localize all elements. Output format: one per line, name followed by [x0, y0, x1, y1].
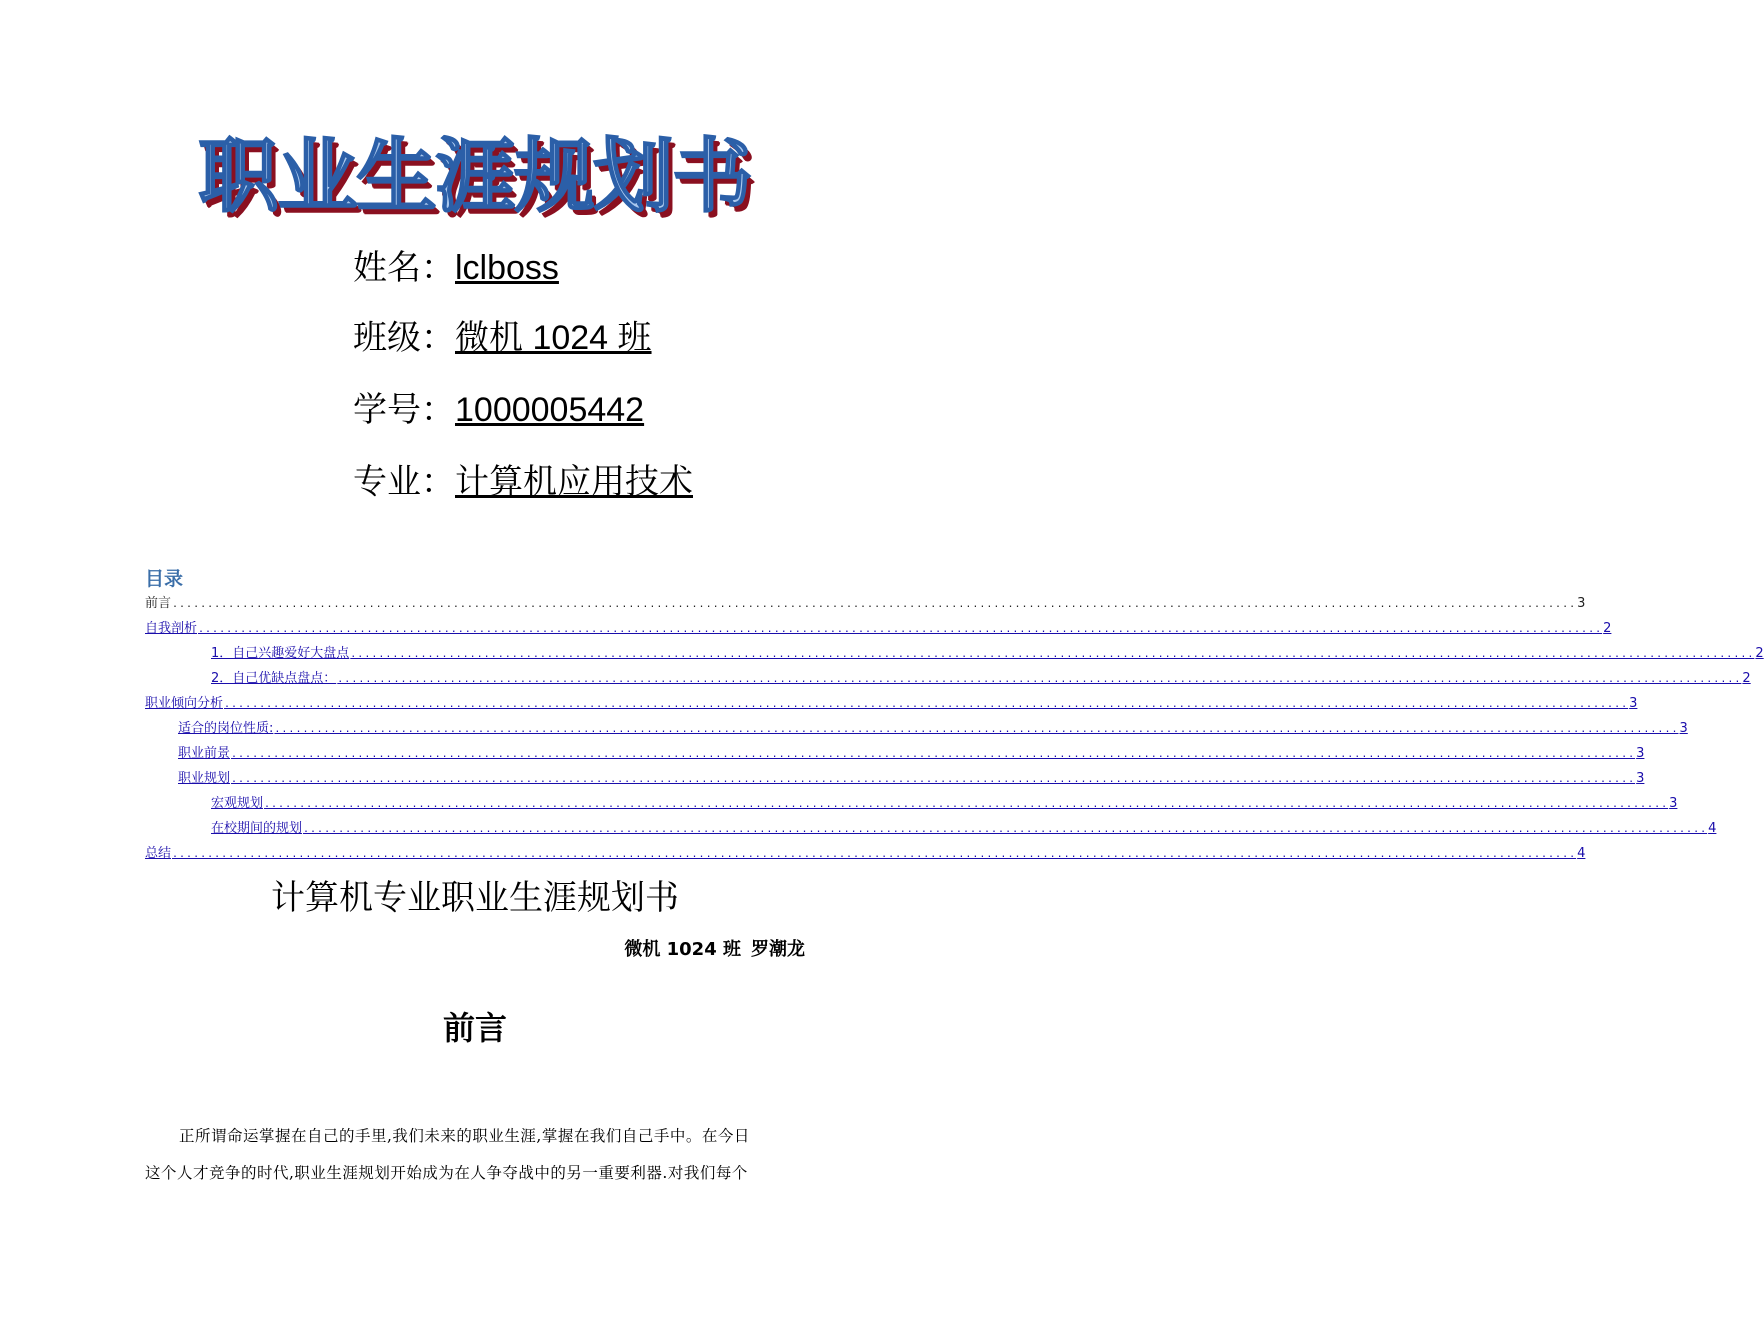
toc-heading: 目录 [145, 568, 184, 590]
info-label: 学号： [353, 390, 455, 430]
info-value: 计算机应用技术 [455, 463, 693, 501]
toc-entry[interactable] [145, 621, 1612, 637]
toc-leader: ........................................................................................................................................................................................................ [303, 824, 1708, 835]
toc-entry[interactable] [178, 746, 1645, 762]
byline-class: 微机 1024 班 [624, 939, 741, 960]
toc-page-number: 2 [1742, 671, 1751, 686]
toc-page-number: 2 [1603, 621, 1612, 636]
toc-page-number: 3 [1636, 746, 1645, 761]
section-heading-preface: 前言 [442, 1009, 507, 1047]
cover-wordart-title: 职业生涯规划书 [198, 130, 752, 223]
toc-page-number: 2 [1755, 646, 1764, 661]
toc-leader: ........................................................................................................................................................................................................ [224, 699, 1629, 710]
info-label: 姓名： [353, 248, 455, 288]
toc-entry-text: 适合的岗位性质: [178, 721, 274, 736]
toc-entry[interactable] [211, 671, 1751, 687]
toc-leader: ........................................................................................................................................................................................................ [264, 799, 1669, 810]
toc-page-number: 4 [1577, 846, 1586, 861]
toc-entry-text: 职业倾向分析 [145, 696, 224, 711]
toc-entry-text: 职业规划 [178, 771, 231, 786]
author-byline [624, 935, 805, 961]
info-label: 专业： [353, 462, 455, 502]
toc-leader: ........................................................................................................................................................................................................ [274, 724, 1679, 735]
toc-leader: ........................................................................................................................................................................................................ [172, 849, 1577, 860]
toc-entry[interactable] [145, 596, 1586, 612]
toc-entry[interactable] [211, 646, 1764, 662]
info-label: 班级： [353, 318, 455, 358]
info-name [353, 248, 559, 288]
toc-leader: ........................................................................................................................................................................................................ [198, 624, 1603, 635]
toc-entry-text: 前言 [145, 596, 172, 611]
toc-entry-text: 总结 [145, 846, 172, 861]
info-value: 微机 1024 班 [455, 319, 652, 357]
toc-leader: ........................................................................................................................................................................................................ [231, 749, 1636, 760]
toc-entry[interactable] [145, 846, 1586, 862]
toc-entry[interactable] [178, 771, 1645, 787]
info-student-id [353, 390, 644, 430]
toc-entry[interactable] [211, 796, 1678, 812]
toc-entry-text: 自我剖析 [145, 621, 198, 636]
toc-page-number: 3 [1577, 596, 1586, 611]
info-value: 1000005442 [455, 391, 645, 429]
toc-leader: ........................................................................................................................................................................................................ [172, 599, 1577, 610]
paragraph-line: 这个人才竞争的时代,职业生涯规划开始成为在人争夺战中的另一重要利器.对我们每个 [145, 1164, 748, 1182]
paragraph-line: 正所谓命运掌握在自己的手里,我们未来的职业生涯,掌握在我们自己手中。在今日 [179, 1127, 750, 1145]
toc-entry-text: 职业前景 [178, 746, 231, 761]
toc-entry-text: 1．自己兴趣爱好大盘点 [211, 646, 350, 661]
byline-author: 罗潮龙 [751, 939, 805, 960]
toc-entry[interactable] [211, 821, 1717, 837]
info-class [353, 318, 652, 358]
info-value: lclboss [455, 249, 559, 287]
info-major [353, 462, 693, 502]
toc-entry[interactable] [178, 721, 1688, 737]
toc-page-number: 3 [1669, 796, 1678, 811]
toc-entry[interactable] [145, 696, 1638, 712]
toc-entry-text: 在校期间的规划 [211, 821, 303, 836]
toc-leader: ........................................................................................................................................................................................................ [350, 649, 1755, 660]
toc-page-number: 4 [1708, 821, 1717, 836]
toc-page-number: 3 [1636, 771, 1645, 786]
toc-page-number: 3 [1629, 696, 1638, 711]
toc-leader: ........................................................................................................................................................................................................ [231, 774, 1636, 785]
toc-leader: ........................................................................................................................................................................................................ [337, 674, 1742, 685]
toc-entry-text: 2．自己优缺点盘点： [211, 671, 337, 686]
document-title: 计算机专业职业生涯规划书 [271, 878, 679, 918]
toc-entry-text: 宏观规划 [211, 796, 264, 811]
toc-page-number: 3 [1679, 721, 1688, 736]
